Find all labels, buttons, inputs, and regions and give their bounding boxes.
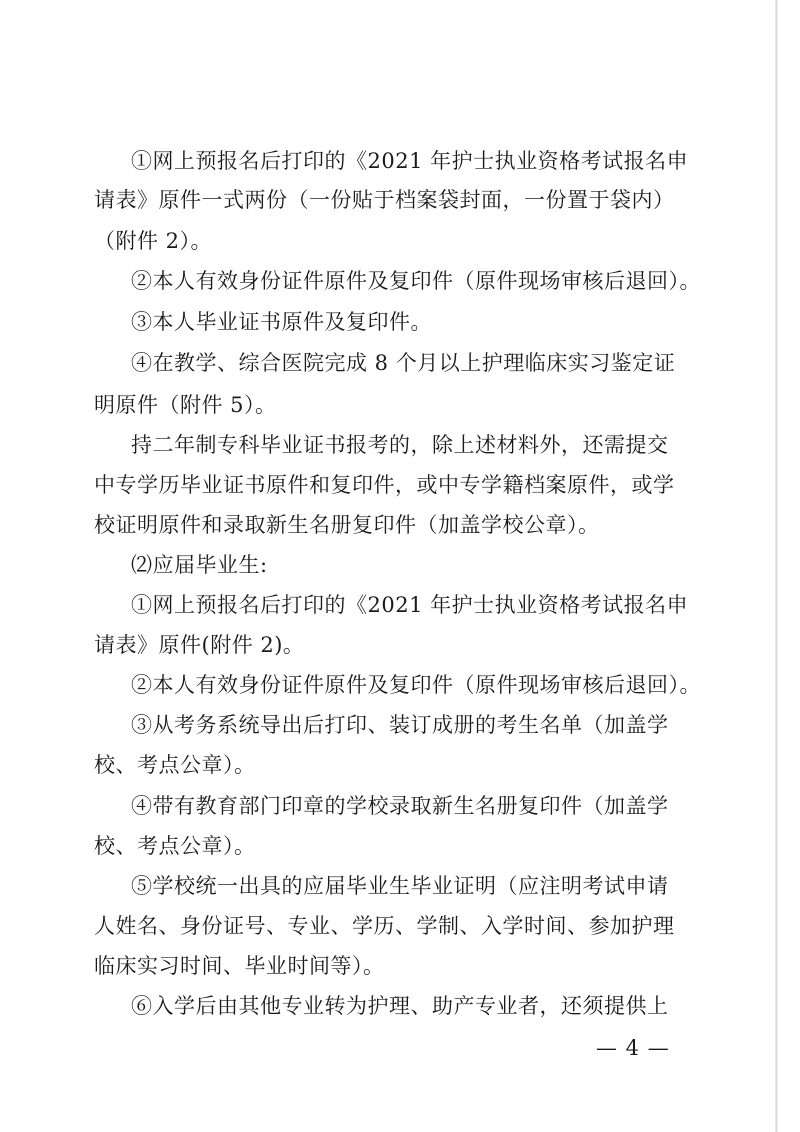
text-line: 明原件（附件 5）。 — [94, 393, 277, 417]
text-line: 临床实习时间、毕业时间等）。 — [94, 954, 385, 978]
scan-edge — [775, 0, 778, 1132]
text-line: 中专学历毕业证书原件和复印件，或中专学籍档案原件，或学 — [94, 473, 675, 497]
text-line: ③从考务系统导出后打印、装订成册的考生名单（加盖学 — [131, 713, 669, 737]
text-line: 请表》原件(附件 2)。 — [94, 633, 305, 657]
text-line: ⑥入学后由其他专业转为护理、助产专业者，还须提供上 — [131, 994, 669, 1018]
text-line: 请表》原件一式两份（一份贴于档案袋封面，一份置于袋内） — [94, 188, 675, 212]
text-line: ①网上预报名后打印的《2021 年护士执业资格考试报名申 — [131, 149, 689, 173]
text-line: 校、考点公章）。 — [94, 834, 256, 858]
text-line: ①网上预报名后打印的《2021 年护士执业资格考试报名申 — [131, 593, 689, 617]
section-heading: ⑵应届毕业生: — [131, 553, 268, 577]
text-line: ⑤学校统一出具的应届毕业生毕业证明（应注明考试申请 — [131, 874, 669, 898]
text-line: 校、考点公章）。 — [94, 753, 256, 777]
text-line: 人姓名、身份证号、专业、学历、学制、入学时间、参加护理 — [94, 914, 675, 938]
text-line: 持二年制专科毕业证书报考的，除上述材料外，还需提交 — [131, 433, 669, 457]
text-line: ②本人有效身份证件原件及复印件（原件现场审核后退回）。 — [131, 269, 701, 293]
text-line: 校证明原件和录取新生名册复印件（加盖学校公章）。 — [94, 513, 600, 537]
page-number: — 4 — — [596, 1036, 670, 1060]
text-line: ③本人毕业证书原件及复印件。 — [131, 310, 432, 334]
text-line: ④在教学、综合医院完成 8 个月以上护理临床实习鉴定证 — [131, 351, 676, 375]
text-line: （附件 2）。 — [94, 229, 213, 253]
text-line: ②本人有效身份证件原件及复印件（原件现场审核后退回）。 — [131, 673, 701, 697]
text-line: ④带有教育部门印章的学校录取新生名册复印件（加盖学 — [131, 794, 669, 818]
